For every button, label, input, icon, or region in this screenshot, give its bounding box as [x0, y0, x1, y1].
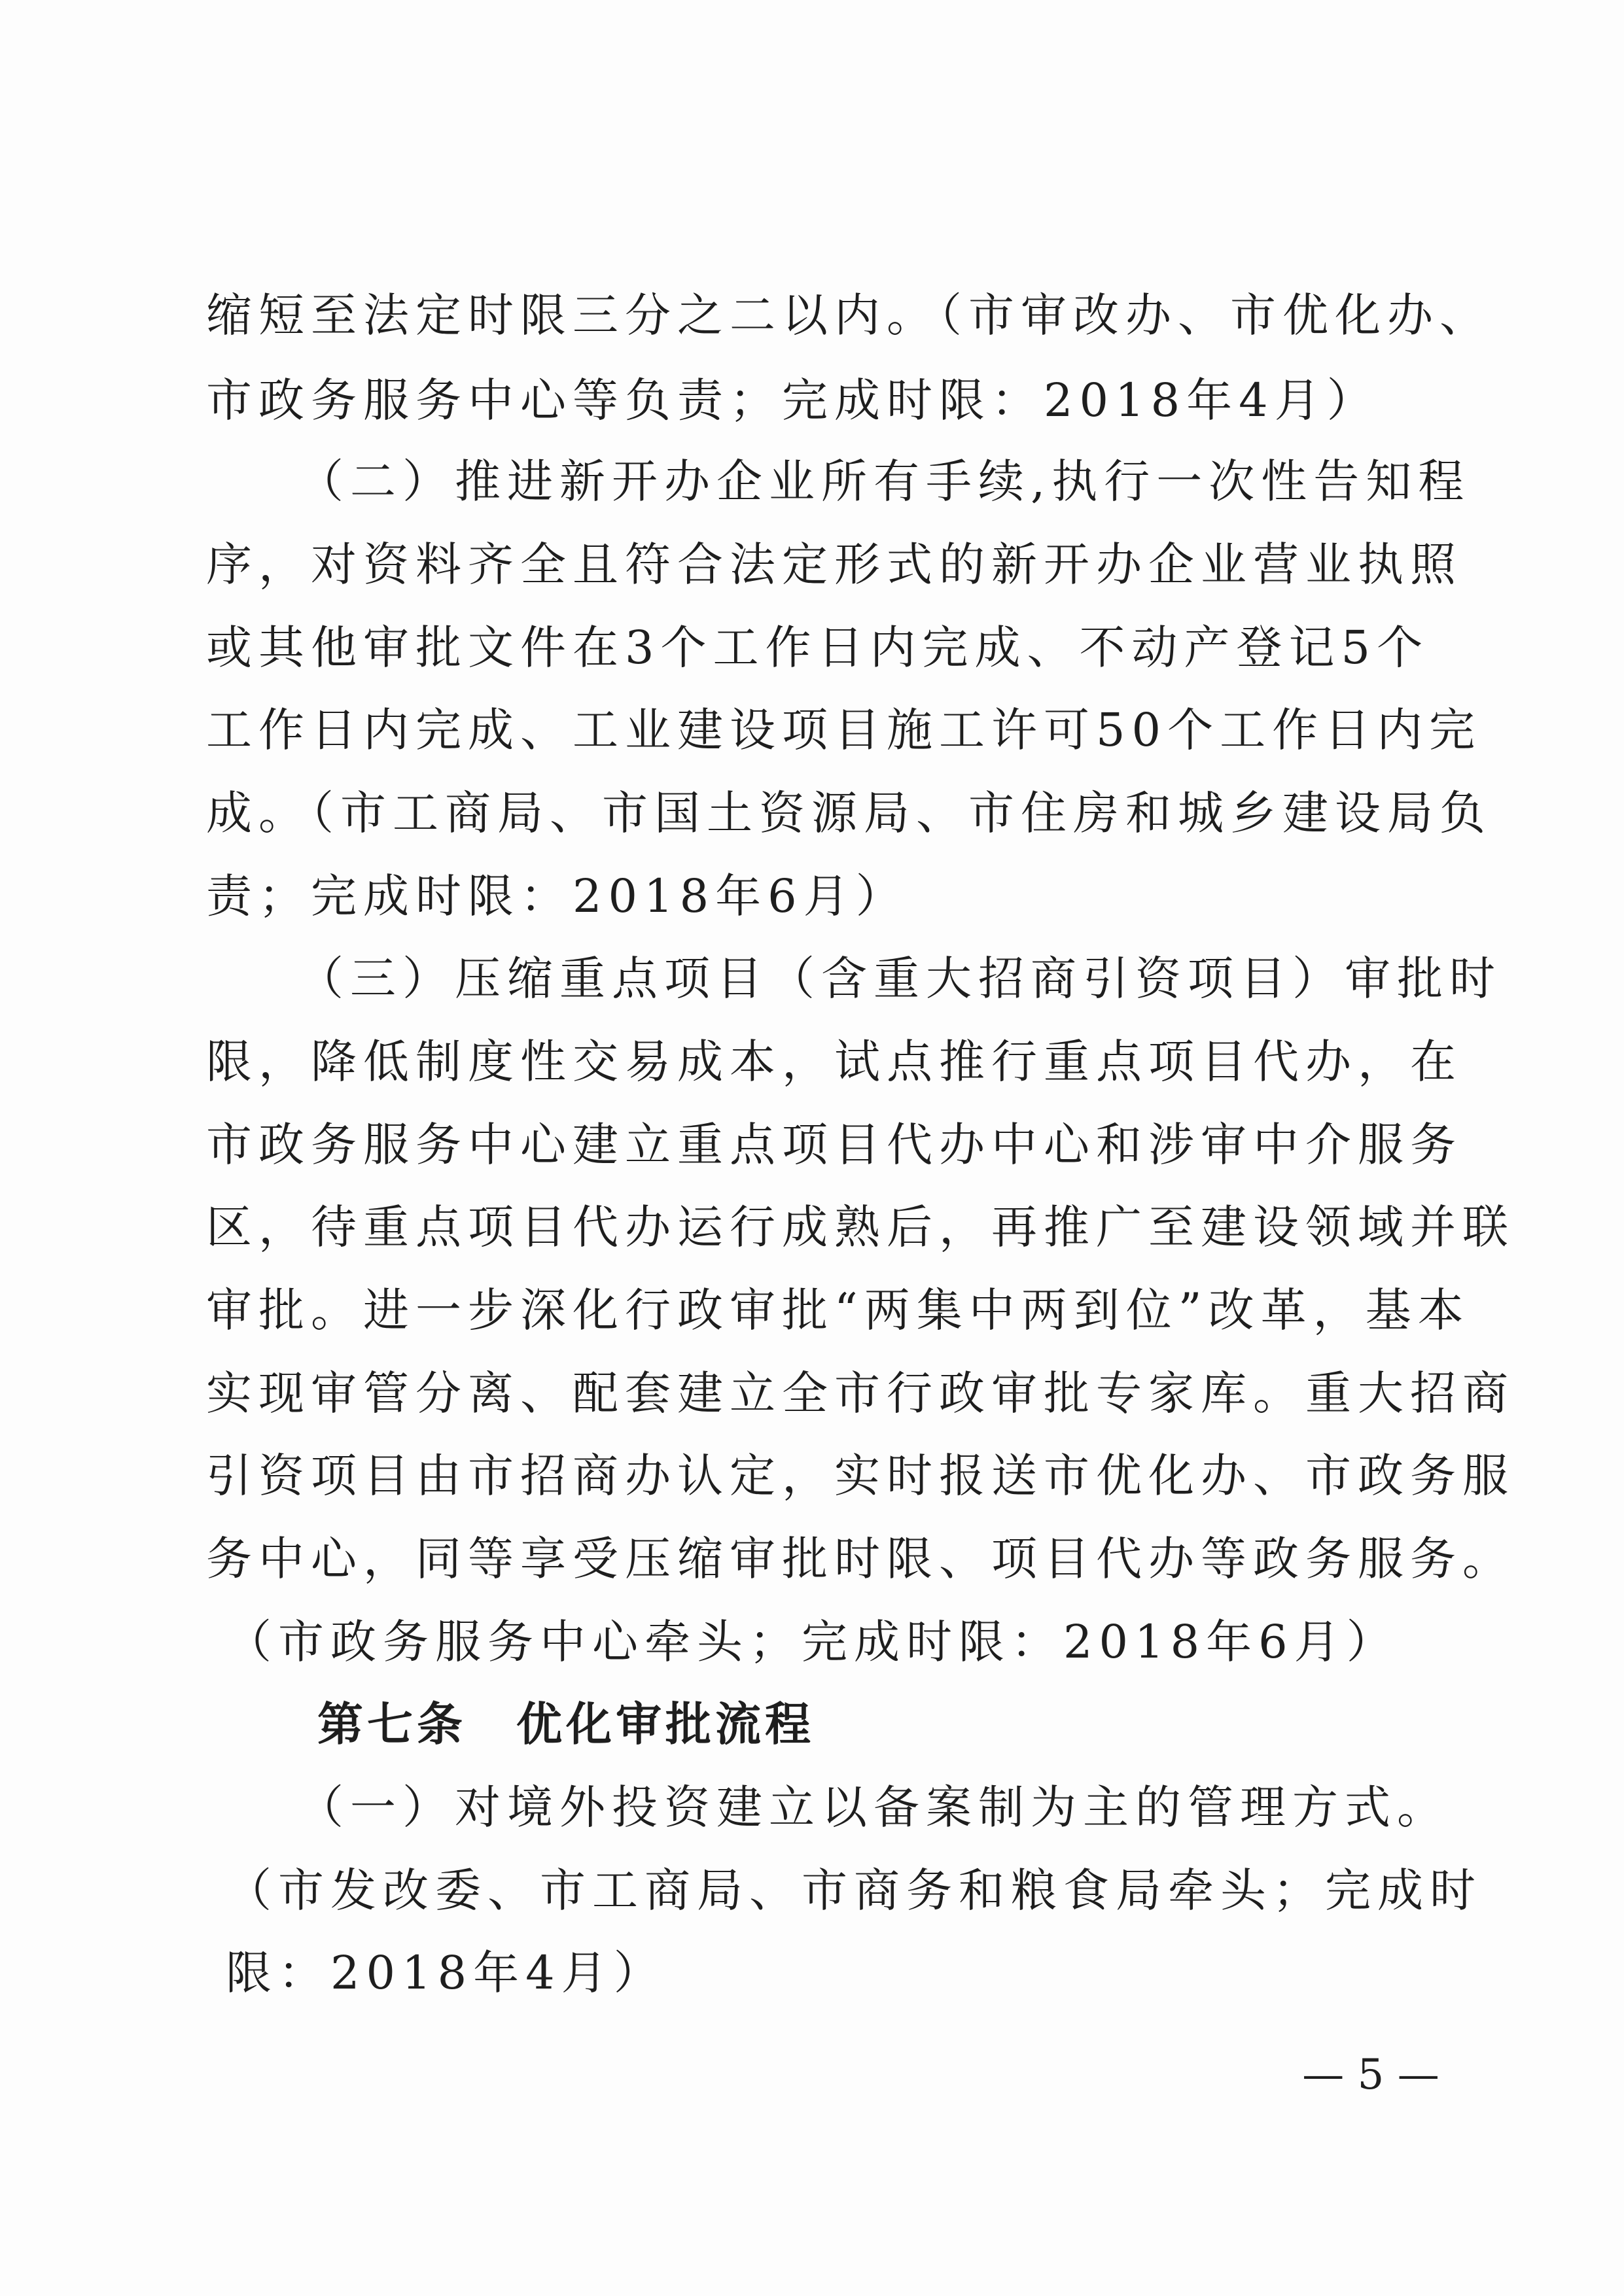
- paragraph-line-15: 引资项目由市招商办认定，实时报送市优化办、市政务服: [206, 1449, 1515, 1503]
- paragraph-line-14: 实现审管分离、配套建立全市行政审批专家库。重大招商: [206, 1366, 1515, 1420]
- paragraph-line-2: 市政务服务中心等负责；完成时限：2018年4月）: [206, 374, 1379, 427]
- paragraph-line-1: 缩短至法定时限三分之二以内。（市审改办、市优化办、: [206, 288, 1492, 342]
- paragraph-line-20: （市发改委、市工商局、市商务和粮食局牵头；完成时: [226, 1864, 1482, 1917]
- paragraph-line-6: 工作日内完成、工业建设项目施工许可50个工作日内完: [206, 703, 1482, 757]
- paragraph-line-10: 限，降低制度性交易成本，试点推行重点项目代办，在: [206, 1035, 1462, 1088]
- page-number: — 5 —: [1302, 2051, 1439, 2099]
- paragraph-line-21: 限：2018年4月）: [226, 1946, 666, 2000]
- paragraph-line-12: 区，待重点项目代办运行成熟后，再推广至建设领域并联: [206, 1200, 1515, 1254]
- paragraph-line-13: 审批。进一步深化行政审批“两集中两到位”改革，基本: [206, 1283, 1470, 1337]
- paragraph-line-11: 市政务服务中心建立重点项目代办中心和涉审中介服务: [206, 1118, 1462, 1172]
- paragraph-line-5: 或其他审批文件在3个工作日内完成、不动产登记5个: [206, 621, 1430, 674]
- article-heading: 第七条 优化审批流程: [317, 1697, 815, 1751]
- paragraph-line-9: （三）压缩重点项目（含重大招商引资项目）审批时: [298, 952, 1502, 1005]
- paragraph-line-4: 序，对资料齐全且符合法定形式的新开办企业营业执照: [206, 538, 1462, 591]
- paragraph-line-19: （一）对境外投资建立以备案制为主的管理方式。: [298, 1781, 1449, 1834]
- paragraph-line-3: （二）推进新开办企业所有手续,执行一次性告知程: [298, 455, 1471, 508]
- paragraph-line-17: （市政务服务中心牵头；完成时限：2018年6月）: [226, 1615, 1399, 1669]
- paragraph-line-8: 责；完成时限：2018年6月）: [206, 869, 908, 923]
- paragraph-line-7: 成。（市工商局、市国土资源局、市住房和城乡建设局负: [206, 786, 1492, 840]
- paragraph-line-16: 务中心，同等享受压缩审批时限、项目代办等政务服务。: [206, 1532, 1515, 1586]
